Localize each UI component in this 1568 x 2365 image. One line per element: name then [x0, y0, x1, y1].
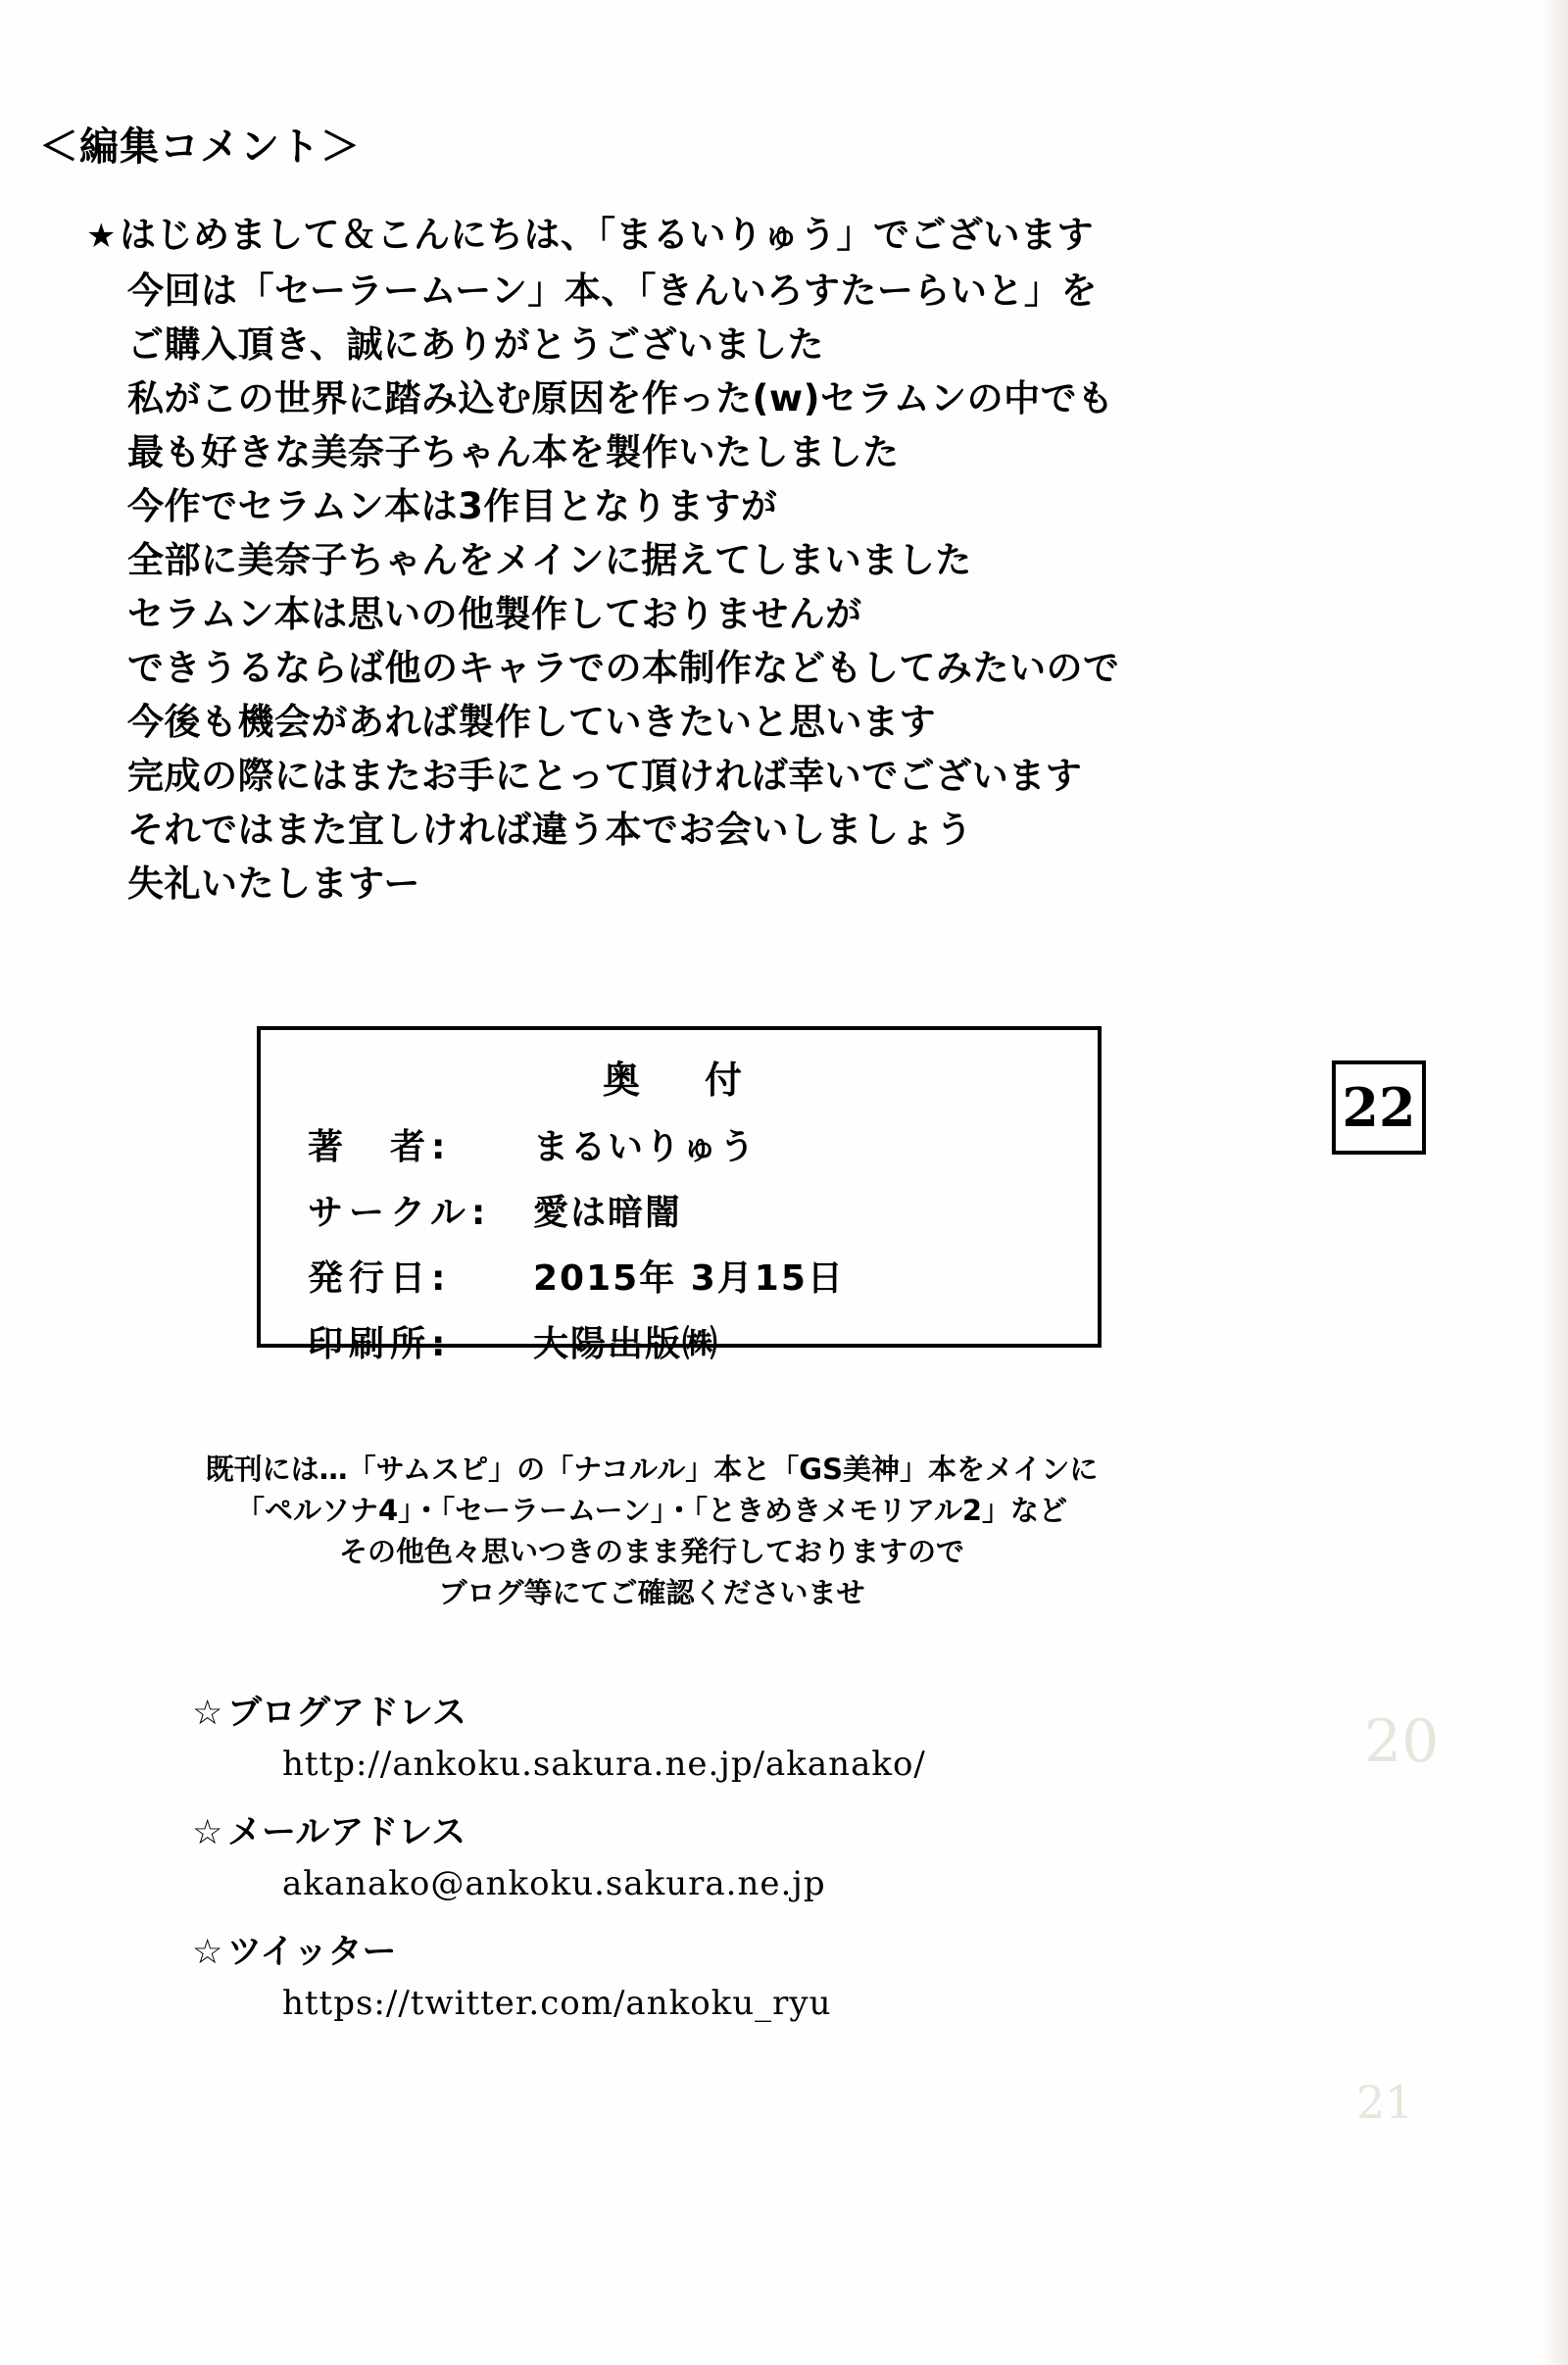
colophon-label: サークル:	[308, 1193, 492, 1233]
star-bullet-icon: ★	[86, 217, 117, 256]
comment-line: セラムン本は思いの他製作しておりませんが	[127, 593, 862, 635]
comment-line: 今回は「セーラームーン」本、「きんいろすたーらいと」を	[127, 270, 1098, 312]
scan-artifact: 21	[1356, 2076, 1414, 2129]
comment-line: 私がこの世界に踏み込む原因を作った(w)セラムンの中でも	[127, 377, 1114, 419]
colophon-row	[261, 1119, 1098, 1169]
contact-label-text: メールアドレス	[227, 1813, 466, 1852]
colophon-row	[261, 1316, 1098, 1366]
email-address[interactable]: akanako@ankoku.sakura.ne.jp	[282, 1864, 826, 1903]
contact-list	[192, 1674, 1368, 2045]
comment-line: それではまた宜しければ違う本でお会いしましょう	[127, 809, 973, 851]
colophon-value: 2015年 3月15日	[533, 1258, 845, 1299]
colophon-label: 著 者:	[308, 1127, 452, 1167]
works-line: 既刊には…「サムスピ」の「ナコルル」本と「GS美神」本をメインに	[205, 1453, 1099, 1486]
contact-label	[192, 1925, 1368, 1974]
star-outline-icon: ☆	[192, 1933, 223, 1972]
contact-label-text: ツイッター	[227, 1933, 397, 1972]
contact-blog	[192, 1686, 1368, 1784]
comment-line: ご購入頂き、誠にありがとうございました	[127, 323, 825, 366]
previous-works-note	[0, 1449, 1303, 1613]
star-outline-icon: ☆	[192, 1813, 223, 1852]
comment-line: 今後も機会があれば製作していきたいと思います	[127, 701, 936, 743]
comment-line: 失礼いたしますー	[127, 862, 420, 905]
contact-label-text: ブログアドレス	[227, 1694, 466, 1733]
works-line: ブログ等にてご確認くださいませ	[438, 1576, 865, 1609]
colophon-row	[261, 1251, 1098, 1301]
colophon-value: 愛は暗闇	[533, 1193, 683, 1233]
contact-mail	[192, 1805, 1368, 1903]
colophon-value: まるいりゅう	[533, 1127, 758, 1167]
colophon-row	[261, 1185, 1098, 1235]
works-line: 「ペルソナ4」・「セーラームーン」・「ときめきメモリアル2」など	[235, 1494, 1067, 1527]
blog-url[interactable]: http://ankoku.sakura.ne.jp/akanako/	[282, 1745, 926, 1784]
page-edge-shading	[1543, 0, 1568, 2365]
twitter-url[interactable]: https://twitter.com/ankoku_ryu	[282, 1984, 832, 2023]
editor-comment-block	[86, 208, 1458, 911]
comment-line: 今作でセラムン本は3作目となりますが	[127, 485, 778, 527]
colophon-box	[257, 1026, 1102, 1364]
colophon-label: 発行日:	[308, 1258, 452, 1299]
works-line: その他色々思いつきのまま発行しておりますので	[338, 1535, 964, 1568]
colophon-title: 奥 付	[602, 1059, 756, 1102]
page-number-badge: 22	[1332, 1060, 1426, 1155]
comment-line: できうるならば他のキャラでの本制作などもしてみたいので	[127, 647, 1120, 689]
star-outline-icon: ☆	[192, 1694, 223, 1733]
contact-label	[192, 1805, 1368, 1854]
colophon-value: 大陽出版㈱	[533, 1324, 720, 1364]
comment-text: はじめまして＆こんにちは、「まるいりゅう」でございます	[120, 214, 1094, 256]
comment-line: 最も好きな美奈子ちゃん本を製作いたしました	[127, 431, 900, 473]
comment-line: 全部に美奈子ちゃんをメインに据えてしまいました	[127, 539, 972, 581]
contact-twitter	[192, 1925, 1368, 2023]
contact-label	[192, 1686, 1368, 1735]
comment-line: 完成の際にはまたお手にとって頂ければ幸いでございます	[127, 755, 1083, 797]
scan-artifact: 20	[1364, 1707, 1440, 1776]
colophon-label: 印刷所:	[308, 1324, 452, 1364]
comment-line	[86, 208, 1458, 264]
page-title: ＜編集コメント＞	[39, 124, 361, 170]
